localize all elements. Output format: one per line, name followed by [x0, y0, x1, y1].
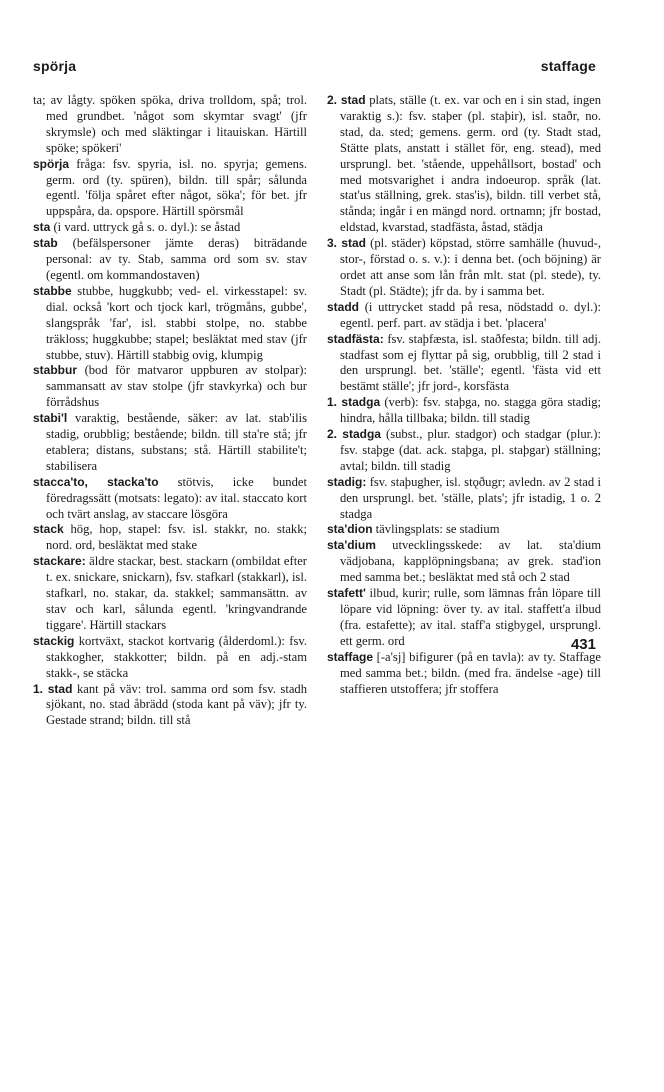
entry-text: fråga: fsv. spyria, isl. no. spyrja; gemens. germ. ord (ty. spüren), bildn. till spår; sålunda egentl. 'följa spåret efter något, söka'; för bet. jfr uppspåra, da. opspore. Härtill spörsmål: [46, 156, 307, 219]
dictionary-entry: [33, 284, 307, 364]
right-column: [327, 93, 601, 697]
entry-headword: stabbur: [33, 363, 78, 378]
entry-text: plats, ställe (t. ex. var och en i sin stad, ingen varaktig s.): fsv. staþer (pl. staþir), isl. staðr, no. stad, da. sted; gemens. germ. ord (ty. Stadt stad, Stätte plats, anstatt i stället för, eng. stead), med ursprungl. bet. 'stående, uppehållsort, bostad' och med motsvarighet i andra indoeurop. språk (lat. stat'us ställning, grek. stas'is), bildn. till verbet stå, stånda; ingår i en mängd nord. ortnamn; jfr bostad, eldstad, kvarstad, stadfästa, åstad, städja: [340, 93, 602, 235]
entry-text: ta; av lågty. spöken spöka, driva trolldom, spå; trol. med grundbet. 'något som skymtar svagt' (jfr skrymsle) och med släktingar i litauiskan. Härtill spöke; spökeri': [33, 93, 307, 155]
left-column: [33, 93, 307, 729]
entry-headword: stacca'to, stacka'to: [33, 474, 159, 489]
dictionary-entry: [33, 236, 307, 284]
entry-text: utvecklingsskede: av lat. sta'dium vädjobana, kapplöpningsbana; av grek. stad'ion med samma bet.; besläktat med stå och 2 stad: [340, 538, 601, 585]
entry-headword: 2. stad: [327, 93, 366, 107]
dictionary-entry: [33, 363, 307, 411]
dictionary-entry: [327, 427, 601, 475]
entry-headword: stadfästa:: [327, 331, 384, 346]
dictionary-entry: [33, 93, 307, 157]
entry-text: ilbud, kurir; rulle, som lämnas från löpare till löpare vid löpning: över ty. av ital. staffett'a ilbud (fra. estafette); av ital. staff'a stigbygel, ursprungl. ett germ. ord: [340, 586, 601, 648]
entry-headword: 1. stadga: [327, 395, 381, 410]
entry-headword: stabbe: [33, 283, 72, 298]
entry-text: tävlingsplats: se stadium: [372, 522, 500, 537]
dictionary-entry: [33, 220, 307, 236]
entry-headword: stackare:: [33, 554, 86, 569]
dictionary-entry: [327, 395, 601, 427]
entry-text: [-a'sj] bifigurer (på en tavla): av ty. Staffage med samma bet.; bildn. (med fra. ändelse -age) till staffieren utstoffera; jfr stoffera: [340, 649, 601, 696]
entry-headword: 3. stad: [327, 236, 367, 251]
entry-text: kortväxt, stackot kortvarig (ålderdoml.): fsv. stakkogher, stakkotter; bildn. på en adj.-stam stakk-, se stäcka: [46, 633, 307, 680]
entry-text: (bod för matvaror uppburen av stolpar): sammansatt av stav stolpe (jfr stavkyrka) och bur förrådshus: [46, 363, 307, 410]
entry-text: hög, hop, stapel: fsv. isl. stakkr, no. stakk; nord. ord, besläktat med stake: [46, 522, 307, 553]
entry-text: fsv. staþfæsta, isl. staðfesta; bildn. till adj. stadfast som ej flyttar på sig, orubblig, till 2 stad i den ursprungl. bet. 'ställe'; egentl. 'fästa vid ett bestämt ställe'; jfr jord-, korsfästa: [340, 331, 601, 394]
entry-headword: sta: [33, 220, 51, 235]
dictionary-entry: [33, 522, 307, 554]
entry-text: (i vard. uttryck gå s. o. dyl.): se åstad: [50, 220, 241, 235]
entry-headword: stadd: [327, 299, 360, 314]
entry-headword: stadig:: [327, 474, 367, 489]
entry-headword: stack: [33, 522, 64, 537]
dictionary-entry: [33, 157, 307, 221]
entry-text: kant på väv: trol. samma ord som fsv. stadh sjökant, no. stad åbrädd (stoda kant på väv); jfr ty. Gestade strand; bildn. till stå: [46, 681, 308, 728]
page-number: 431: [570, 636, 596, 653]
entry-text: (subst., plur. stadgor) och stadgar (plur.): fsv. staþge (dat. ack. staþga, pl. staþgar) ställning; avtal; bildn. till stadig: [340, 427, 601, 473]
entry-headword: stackig: [33, 633, 75, 648]
entry-text: stötvis, icke bundet föredragssätt (motsats: legato): av ital. staccato kort och tvärt anslag, av staccare lösgöra: [46, 474, 307, 521]
dictionary-entry: [327, 475, 601, 523]
entry-text: (pl. städer) köpstad, större samhälle (huvud-, stor-, förstad o. s. v.): i denna bet. (och böjning) är ordet att anse som lån från mlt. stat (pl. stede), ty. Stadt (pl. Städte); jfr da. by i samma bet.: [340, 236, 602, 298]
entry-headword: stabi'l: [33, 411, 68, 426]
running-header-right: staffage: [540, 58, 596, 74]
dictionary-entry: [327, 93, 601, 236]
running-header-left: spörja: [33, 58, 77, 74]
dictionary-entry: [33, 682, 307, 730]
dictionary-entry: [327, 522, 601, 538]
entry-text: (verb): fsv. staþga, no. stagga göra stadig; hindra, hålla tillbaka; bildn. till stadig: [340, 395, 601, 426]
entry-headword: 1. stad: [33, 681, 73, 696]
entry-text: (befälspersoner jämte deras) biträdande personal: av ty. Stab, samma ord som sv. stav (egentl. om kommandostaven): [46, 236, 307, 282]
dictionary-entry: [327, 538, 601, 586]
dictionary-entry: [327, 332, 601, 396]
dictionary-entry: [33, 554, 307, 634]
dictionary-entry: [327, 650, 601, 698]
entry-text: (i uttrycket stadd på resa, nödstadd o. dyl.): egentl. perf. part. av städja i bet. 'placera': [340, 299, 601, 330]
dictionary-entry: [327, 236, 601, 300]
entry-headword: sta'dium: [327, 538, 376, 553]
entry-text: äldre stackar, best. stackarn (ombildat efter t. ex. snickare, snickarn), fsv. stafkarl (stakkarl), isl. stafkarl, no. stakar, da. stakkel; sammansättn. av stav och karl, sålunda egentl. 'kringvandrande tiggare'. Härtill stackars: [46, 554, 307, 632]
entry-headword: stafett': [327, 586, 366, 601]
entry-text: stubbe, huggkubb; ved- el. virkesstapel: sv. dial. också 'kort och tjock karl, trögmåns, gubbe', slangspråk 'far', isl. stabbi stolpe, no. stabbe träkloss; huggkubbe; stapel; besläktat med stav (jfr stubbe, stuv). Härtill stabbig ovig, klumpig: [46, 283, 307, 362]
entry-text: varaktig, bestående, säker: av lat. stab'ilis stadig, orubblig; bestående; bildn. till sta're stå; jfr etablera; distans, substans; stå. Härtill stabilite't; stabilisera: [46, 411, 307, 473]
dictionary-entry: [33, 411, 307, 475]
entry-headword: sta'dion: [327, 522, 373, 537]
dictionary-entry: [327, 586, 601, 650]
entry-headword: 2. stadga: [327, 427, 381, 442]
entry-text: fsv. staþugher, isl. stǫðugr; avledn. av 2 stad i den ursprungl. bet. 'ställe, plats'; jfr istadig, 1 o. 2 stadga: [340, 474, 601, 521]
entry-headword: spörja: [33, 156, 70, 171]
dictionary-entry: [33, 475, 307, 523]
dictionary-entry: [33, 634, 307, 682]
entry-headword: stab: [33, 236, 58, 251]
dictionary-entry: [327, 300, 601, 332]
entry-headword: staffage: [327, 649, 374, 664]
